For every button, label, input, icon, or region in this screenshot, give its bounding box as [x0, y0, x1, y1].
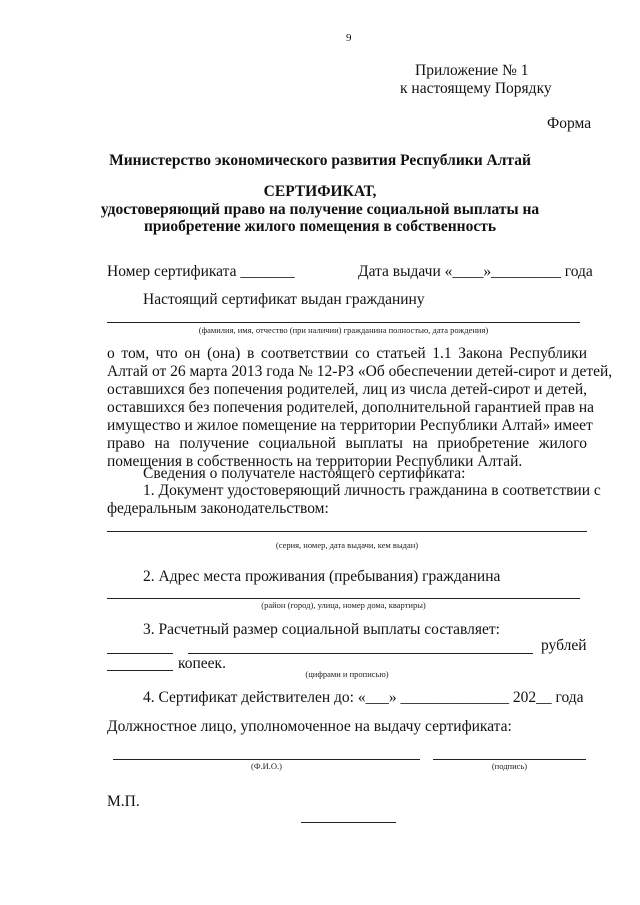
form-label: Форма [547, 115, 592, 132]
item-3-label: 3. Расчетный размер социальной выплаты составляет: [143, 621, 500, 638]
amount-caption: (цифрами и прописью) [305, 669, 389, 679]
item-4-validity[interactable]: 4. Сертификат действителен до: «___» ______________ 202__ года [143, 689, 584, 706]
fio-caption: (Ф.И.О.) [250, 761, 283, 771]
certificate-subtitle-1: удостоверяющий право на получение социальной выплаты на [100, 201, 540, 218]
recipient-name-line[interactable] [107, 322, 580, 323]
body-line-4: оставшихся без попечения родителей, дополнительной гарантией прав на [107, 399, 595, 416]
signature-line[interactable] [433, 759, 586, 760]
body-line-1: о том, что он (она) в соответствии со статьей 1.1 Закона Республики [107, 345, 587, 362]
item-1-line-2: федеральным законодательством: [107, 500, 329, 517]
appendix-line-1: Приложение № 1 [415, 62, 529, 79]
address-line[interactable] [107, 598, 580, 599]
body-line-6: право на получение социальной выплаты на приобретение жилого [107, 435, 587, 452]
ministry-heading: Министерство экономического развития Республики Алтай [109, 152, 531, 169]
fio-line[interactable] [113, 759, 420, 760]
item-2-label: 2. Адрес места проживания (пребывания) гражданина [143, 568, 501, 585]
page-number: 9 [346, 32, 352, 44]
certificate-subtitle-2: приобретение жилого помещения в собственность [143, 218, 497, 235]
recipient-info-label: Сведения о получателе настоящего сертификата: [143, 465, 466, 482]
item-1-line-1: 1. Документ удостоверяющий личность гражданина в соответствии с [143, 482, 601, 499]
issued-to-label: Настоящий сертификат выдан гражданину [143, 291, 425, 308]
kopecks-label: копеек. [178, 655, 226, 672]
signature-caption: (подпись) [491, 761, 528, 771]
body-line-5: имущество и жилое помещение на территории Республики Алтай» имеет [107, 417, 593, 434]
body-line-2: Алтай от 26 марта 2013 года № 12-РЗ «Об обеспечении детей-сирот и детей, [107, 363, 613, 380]
official-label: Должностное лицо, уполномоченное на выдачу сертификата: [107, 718, 512, 735]
id-document-caption: (серия, номер, дата выдачи, кем выдан) [275, 540, 419, 550]
issue-date-field[interactable]: Дата выдачи «____»_________ года [358, 263, 593, 280]
recipient-name-caption: (фамилия, имя, отчество (при наличии) гражданина полностью, дата рождения) [198, 325, 489, 335]
appendix-line-2: к настоящему Порядку [400, 80, 552, 97]
bottom-divider [301, 822, 396, 823]
certificate-number-field[interactable]: Номер сертификата _______ [107, 263, 295, 280]
body-line-3: оставшихся без попечения родителей, лиц из числа детей-сирот и детей, [107, 381, 587, 398]
stamp-label: М.П. [107, 793, 140, 810]
amount-digits-line[interactable] [107, 653, 173, 654]
id-document-line[interactable] [107, 531, 587, 532]
address-caption: (район (город), улица, номер дома, квартиры) [261, 600, 426, 610]
certificate-title: СЕРТИФИКАТ, [263, 183, 377, 200]
amount-words-line[interactable] [188, 653, 533, 654]
rubles-label: рублей [541, 637, 587, 654]
body-line-7: помещения в собственность на территории Республики Алтай. [107, 453, 523, 470]
